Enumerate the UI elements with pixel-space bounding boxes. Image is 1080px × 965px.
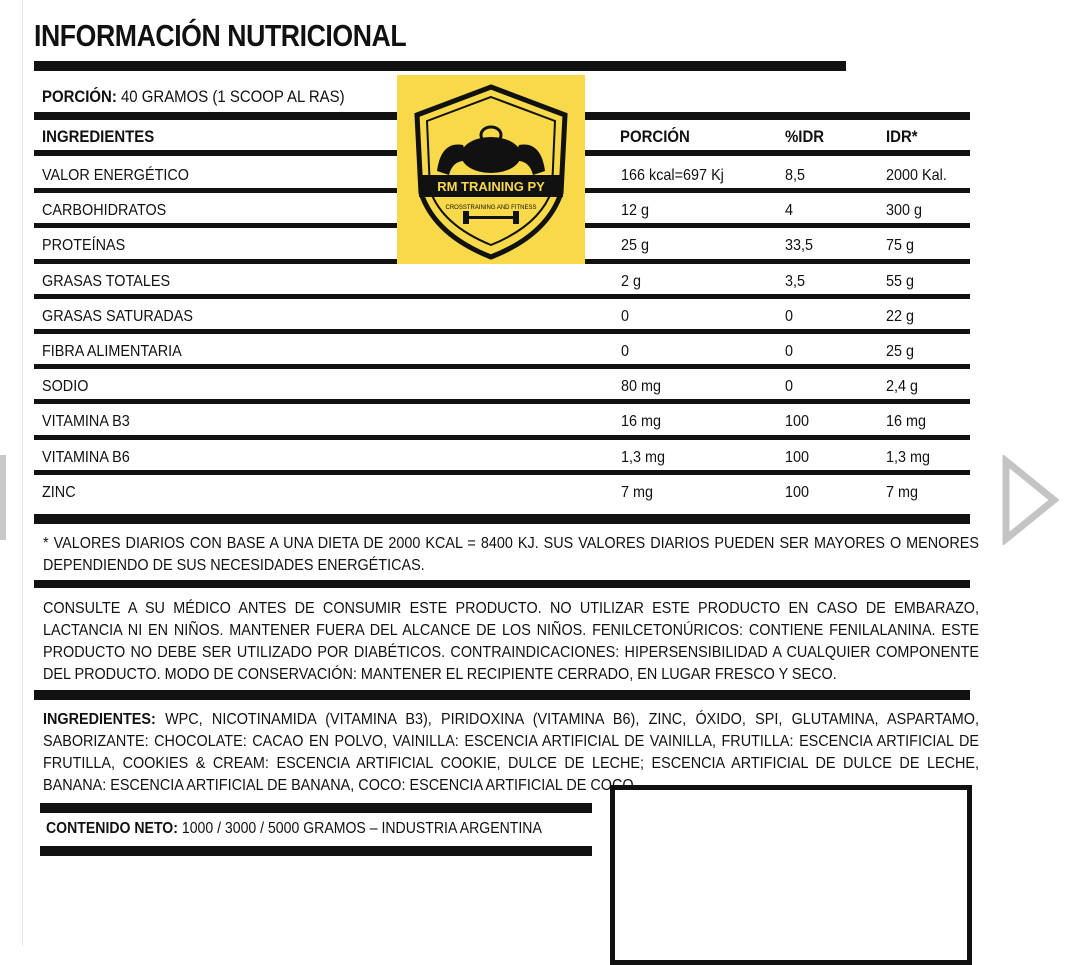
portion-label: PORCIÓN:	[42, 87, 117, 106]
row-name: VITAMINA B3	[42, 413, 130, 431]
row-idr: 1,3 mg	[886, 448, 931, 466]
row-portion: 0	[621, 307, 630, 325]
row-portion: 80 mg	[621, 378, 662, 396]
viewer-edge	[22, 0, 23, 946]
row-pct: 100	[785, 483, 810, 501]
row-portion: 1,3 mg	[621, 448, 666, 466]
row-pct: 4	[785, 202, 794, 220]
ingredients-list: WPC, NICOTINAMIDA (VITAMINA B3), PIRIDOXINA (VITAMINA B6), ZINC, ÓXIDO, SPI, GLUTAMINA, ASPARTAMO, SABORIZANTE: CHOCOLATE: CACAO EN POLVO, VAINILLA: ESCENCIA ARTIFICIAL DE VAINILLA, FRUTILLA: ESCENCIA ARTIFICIAL DE FRUTILLA, COOKIES & CREAM: ESCENCIA ARTIFICIAL COOKIE, DULCE DE LECHE; ESCENCIA ARTIFICIAL DE DULCE DE LECHE, BANANA: ESCENCIA ARTIFICIAL DE BANANA, COCO: ESCENCIA ARTIFICIAL DE COCO.	[43, 711, 980, 794]
row-idr: 55 g	[886, 272, 915, 290]
row-pct: 0	[785, 378, 794, 396]
brand-logo	[397, 75, 585, 264]
row-portion: 16 mg	[621, 413, 662, 431]
row-idr: 2,4 g	[886, 378, 919, 396]
row-name: FIBRA ALIMENTARIA	[42, 343, 182, 360]
net-content-value: 1000 / 3000 / 5000 GRAMOS – INDUSTRIA ARGENTINA	[181, 820, 542, 837]
next-arrow-icon[interactable]	[1000, 455, 1062, 550]
row-name: VITAMINA B6	[42, 448, 130, 466]
row-portion: 2 g	[621, 272, 642, 290]
divider	[34, 61, 846, 71]
ingredients-label: INGREDIENTES:	[43, 711, 156, 728]
row-divider	[34, 435, 970, 440]
row-name: ZINC	[42, 483, 76, 501]
row-divider	[34, 329, 970, 334]
row-idr: 22 g	[886, 307, 915, 325]
divider	[34, 690, 970, 700]
ingredients-text	[43, 709, 979, 797]
barcode-box	[610, 785, 972, 965]
row-pct: 3,5	[785, 272, 806, 290]
row-name: PROTEÍNAS	[42, 237, 126, 255]
portion-line	[42, 87, 345, 107]
page-title: INFORMACIÓN NUTRICIONAL	[34, 18, 407, 53]
header-idr-pct: %IDR	[785, 127, 825, 146]
prev-arrow-icon[interactable]	[0, 455, 6, 540]
footnote: * VALORES DIARIOS CON BASE A UNA DIETA DE 2000 KCAL = 8400 KJ. SUS VALORES DIARIOS PUEDEN SER MAYORES O MENORES DEPENDIENDO DE SUS NECESIDADES ENERGÉTICAS.	[43, 535, 979, 574]
row-divider	[34, 294, 970, 299]
row-divider	[34, 470, 970, 475]
row-idr: 7 mg	[886, 483, 919, 501]
row-idr: 25 g	[886, 343, 915, 360]
header-idr: IDR*	[886, 127, 918, 146]
row-pct: 100	[785, 448, 810, 466]
shield-logo-icon	[397, 75, 585, 264]
row-pct: 0	[785, 343, 794, 360]
divider	[40, 846, 592, 856]
row-portion: 12 g	[621, 202, 650, 220]
row-divider	[34, 399, 970, 404]
row-idr: 2000 Kal.	[886, 167, 947, 184]
row-name: VALOR ENERGÉTICO	[42, 167, 189, 184]
row-pct: 0	[785, 307, 794, 325]
row-divider	[34, 364, 970, 369]
row-portion: 166 kcal=697 Kj	[621, 167, 724, 184]
warnings: CONSULTE A SU MÉDICO ANTES DE CONSUMIR ESTE PRODUCTO. NO UTILIZAR ESTE PRODUCTO EN CASO DE EMBARAZO, LACTANCIA NI EN NIÑOS. MANTENER FUERA DEL ALCANCE DE LOS NIÑOS. FENILCETONÚRICOS: CONTIENE FENILALANINA. ESTE PRODUCTO NO DEBE SER UTILIZADO POR DIABÉTICOS. CONTRAINDICACIONES: HIPERSENSIBILIDAD A CUALQUIER COMPONENTE DEL PRODUCTO. MODO DE CONSERVACIÓN: MANTENER EL RECIPIENTE CERRADO, EN LUGAR FRESCO Y SECO.	[43, 600, 979, 683]
portion-value: 40 GRAMOS (1 SCOOP AL RAS)	[120, 87, 345, 106]
row-portion: 25 g	[621, 237, 650, 255]
row-name: GRASAS SATURADAS	[42, 307, 193, 325]
divider	[34, 580, 970, 588]
net-content	[46, 820, 542, 838]
header-ingredient: INGREDIENTES	[42, 127, 155, 146]
row-name: SODIO	[42, 378, 89, 396]
row-idr: 300 g	[886, 202, 923, 220]
row-portion: 7 mg	[621, 483, 654, 501]
row-pct: 33,5	[785, 237, 814, 255]
net-content-label: CONTENIDO NETO:	[46, 820, 178, 837]
logo-tagline: CROSSTRAINING AND FITNESS	[445, 205, 537, 211]
row-idr: 75 g	[886, 237, 915, 255]
row-pct: 100	[785, 413, 810, 431]
row-portion: 0	[621, 343, 630, 360]
divider	[34, 514, 970, 524]
row-name: GRASAS TOTALES	[42, 272, 171, 290]
logo-text: RM TRAINING PY	[437, 179, 545, 194]
header-portion: PORCIÓN	[620, 127, 690, 146]
row-idr: 16 mg	[886, 413, 927, 431]
divider	[40, 803, 592, 813]
row-pct: 8,5	[785, 167, 806, 184]
row-name: CARBOHIDRATOS	[42, 202, 167, 220]
